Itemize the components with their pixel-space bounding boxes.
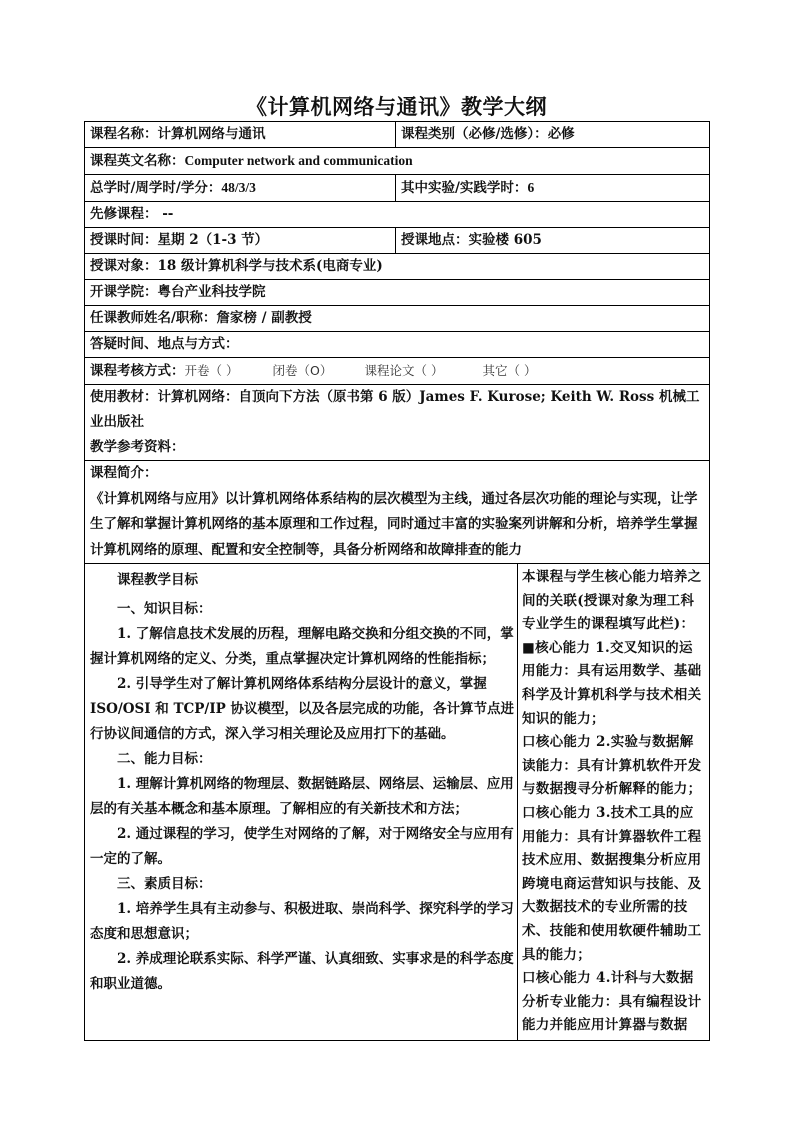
knowledge-item-1: 1. 了解信息技术发展的历程，理解电路交换和分组交换的不同，掌握计算机网络的定义、分类，重点掌握决定计算机网络的性能指标； bbox=[90, 626, 514, 667]
exam-label: 课程考核方式： bbox=[90, 363, 185, 379]
course-type-label: 课程类别（必修/选修）： bbox=[401, 126, 548, 142]
intro-label: 课程简介： bbox=[90, 465, 158, 481]
class-time-value: 星期 2（1-3 节） bbox=[157, 232, 269, 248]
english-name-cell bbox=[85, 148, 709, 174]
row-prerequisite bbox=[85, 202, 709, 228]
row-exam bbox=[85, 358, 709, 385]
course-name-cell bbox=[85, 122, 396, 147]
course-type-cell bbox=[396, 122, 709, 147]
exam-option-paper[interactable]: 课程论文（ ） bbox=[364, 363, 444, 378]
row-textbook bbox=[85, 385, 709, 461]
row-college bbox=[85, 280, 709, 306]
goals-heading: 课程教学目标 bbox=[117, 572, 198, 588]
unchecked-box-icon[interactable]: 口 bbox=[522, 734, 536, 751]
row-teacher bbox=[85, 306, 709, 332]
quality-heading: 三、素质目标： bbox=[117, 876, 212, 892]
core-item-2 bbox=[522, 731, 705, 802]
row-time-location bbox=[85, 228, 709, 254]
intro-cell bbox=[85, 461, 709, 563]
location-value: 实验楼 605 bbox=[468, 232, 542, 248]
course-name-label: 课程名称： bbox=[90, 126, 158, 142]
audience-label: 授课对象： bbox=[90, 258, 158, 274]
references-label: 教学参考资料： bbox=[90, 439, 185, 455]
exam-cell bbox=[85, 358, 709, 384]
core-item-2-text: 核心能力 2.实验与数据解读能力：具有计算机软件开发与数据搜寻分析解释的能力； bbox=[522, 734, 702, 798]
intro-text: 《计算机网络与应用》以计算机网络体系结构的层次模型为主线，通过各层次功能的理论与实现，让学生了解和掌握计算机网络的基本原理和工作过程，同时通过丰富的实验案列讲解和分析，培养学生掌握计算机网络的原理、配置和安全控制等，具备分析网络和故障排查的能力 bbox=[90, 490, 698, 558]
exam-option-other[interactable]: 其它（ ） bbox=[482, 363, 537, 378]
college-label: 开课学院： bbox=[90, 284, 158, 300]
hours-label: 总学时/周学时/学分： bbox=[90, 180, 222, 196]
document-title: 《计算机网络与通讯》教学大纲 bbox=[246, 94, 547, 119]
unchecked-box-icon[interactable]: 口 bbox=[522, 970, 536, 987]
course-name-value: 计算机网络与通讯 bbox=[157, 126, 266, 142]
qa-label: 答疑时间、地点与方式： bbox=[90, 336, 239, 352]
row-qa bbox=[85, 332, 709, 358]
core-ability-cell bbox=[518, 564, 709, 1040]
college-value: 粤台产业科技学院 bbox=[157, 284, 266, 300]
core-item-3 bbox=[522, 802, 705, 967]
core-item-4 bbox=[522, 967, 705, 1038]
location-cell bbox=[396, 228, 709, 253]
hours-cell bbox=[85, 175, 396, 201]
quality-item-1: 1. 培养学生具有主动参与、积极进取、崇尚科学、探究科学的学习态度和思想意识； bbox=[90, 901, 514, 942]
audience-value: 18 级计算机科学与技术系(电商专业) bbox=[157, 258, 383, 274]
prerequisite-value: -- bbox=[157, 206, 174, 222]
hours-value: 48/3/3 bbox=[221, 180, 256, 195]
qa-cell bbox=[85, 332, 709, 357]
lab-hours-cell bbox=[396, 175, 709, 201]
english-name-value: Computer network and communication bbox=[184, 153, 413, 168]
core-item-1 bbox=[522, 637, 705, 731]
lab-hours-label: 其中实验/实践学时： bbox=[401, 180, 528, 196]
prerequisite-cell bbox=[85, 202, 709, 227]
ability-item-1: 1. 理解计算机网络的物理层、数据链路层、网络层、运输层、应用层的有关基本概念和基本原理。了解相应的有关新技术和方法； bbox=[90, 776, 514, 817]
exam-option-open-book[interactable]: 开卷（ ） bbox=[184, 363, 239, 378]
checked-box-icon[interactable]: ■ bbox=[522, 639, 536, 656]
core-heading: 本课程与学生核心能力培养之间的关联(授课对象为理工科专业学生的课程填写此栏)： bbox=[522, 569, 702, 633]
exam-option-closed-book[interactable]: 闭卷（O） bbox=[272, 363, 333, 378]
row-intro bbox=[85, 461, 709, 564]
english-name-label: 课程英文名称： bbox=[90, 153, 185, 169]
teaching-goals-cell bbox=[85, 564, 518, 1040]
lab-hours-value: 6 bbox=[527, 180, 535, 195]
class-time-cell bbox=[85, 228, 396, 253]
core-item-3-text: 核心能力 3.技术工具的应用能力：具有计算器软件工程技术应用、数据搜集分析应用跨境电商运营知识与技能、及大数据技术的专业所需的技术、技能和使用软硬件辅助工具的能力； bbox=[522, 804, 702, 963]
row-hours bbox=[85, 175, 709, 202]
audience-cell bbox=[85, 254, 709, 279]
unchecked-box-icon[interactable]: 口 bbox=[522, 804, 536, 821]
prerequisite-label: 先修课程： bbox=[90, 206, 158, 222]
teacher-value: 詹家榜 / 副教授 bbox=[216, 310, 312, 326]
college-cell bbox=[85, 280, 709, 305]
row-course-name bbox=[85, 122, 709, 148]
knowledge-heading: 一、知识目标： bbox=[117, 601, 212, 617]
class-time-label: 授课时间： bbox=[90, 232, 158, 248]
location-label: 授课地点： bbox=[401, 232, 469, 248]
row-audience bbox=[85, 254, 709, 280]
core-item-4-text: 核心能力 4.计科与大数据分析专业能力：具有编程设计能力并能应用计算器与数据 bbox=[522, 970, 702, 1034]
textbook-label: 使用教材： bbox=[90, 389, 158, 405]
teacher-label: 任课教师姓名/职称： bbox=[90, 310, 217, 326]
quality-item-2: 2. 养成理论联系实际、科学严谨、认真细致、实事求是的科学态度和职业道德。 bbox=[90, 951, 514, 992]
teacher-cell bbox=[85, 306, 709, 331]
ability-heading: 二、能力目标： bbox=[117, 751, 212, 767]
course-type-value: 必修 bbox=[547, 126, 575, 142]
row-english-name bbox=[85, 148, 709, 175]
row-goals bbox=[85, 564, 709, 1040]
knowledge-item-2: 2. 引导学生对了解计算机网络体系结构分层设计的意义，掌握 ISO/OSI 和 TCP/IP 协议模型，以及各层完成的功能，各计算节点进行协议间通信的方式，深入学习相关理论及应用打下的基础。 bbox=[90, 676, 515, 742]
ability-item-2: 2. 通过课程的学习，使学生对网络的了解，对于网络安全与应用有一定的了解。 bbox=[90, 826, 514, 867]
core-item-1-text: 核心能力 1.交叉知识的运用能力：具有运用数学、基础科学及计算机科学与技术相关知识的能力； bbox=[522, 639, 702, 727]
syllabus-table bbox=[84, 121, 710, 1041]
textbook-value: 计算机网络：自顶向下方法（原书第 6 版）James F. Kurose; Keith W. Ross 机械工业出版社 bbox=[90, 389, 700, 430]
textbook-cell bbox=[85, 385, 709, 460]
